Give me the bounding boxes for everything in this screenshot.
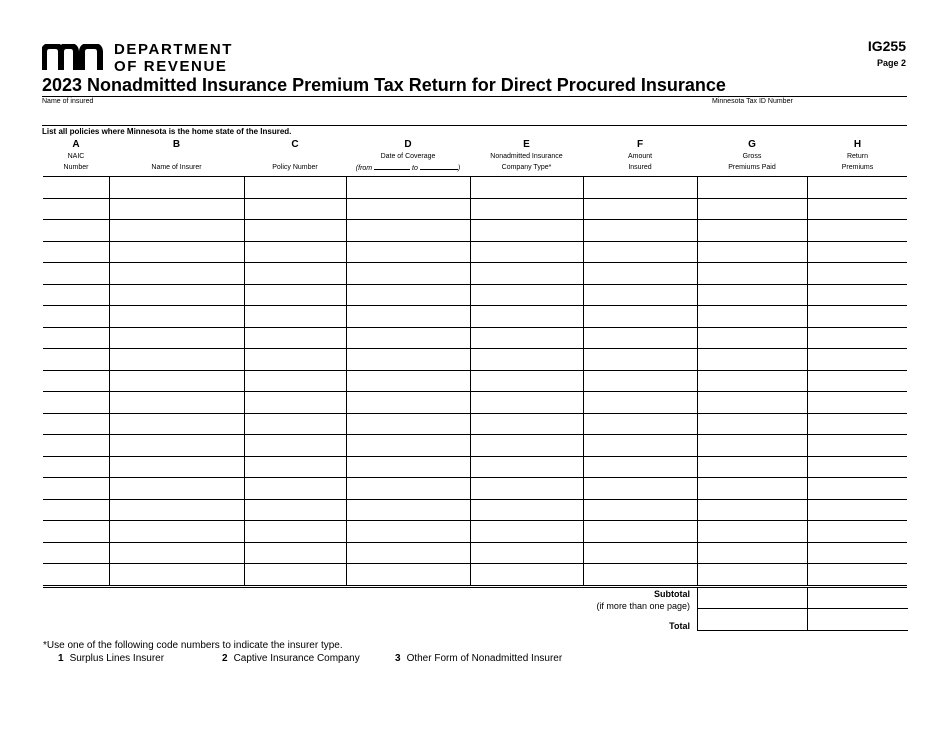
table-cell-c[interactable] [244, 220, 346, 242]
subtotal-g-field[interactable] [697, 587, 808, 609]
table-cell-b[interactable] [109, 392, 244, 414]
table-cell-a[interactable] [43, 263, 109, 285]
table-cell-f[interactable] [583, 370, 697, 392]
table-row [43, 521, 907, 543]
column-header-h: H Return Premiums [841, 139, 874, 171]
table-cell-e[interactable] [470, 478, 583, 500]
table-cell-a[interactable] [43, 392, 109, 414]
table-row [43, 284, 907, 306]
table-cell-d[interactable] [346, 349, 470, 371]
table-cell-c[interactable] [244, 349, 346, 371]
table-cell-g[interactable] [697, 263, 807, 285]
subtotal-label: Subtotal (if more than one page) [596, 589, 690, 611]
table-row [43, 499, 907, 521]
table-cell-a[interactable] [43, 349, 109, 371]
table-cell-a[interactable] [43, 413, 109, 435]
table-cell-d[interactable] [346, 327, 470, 349]
table-cell-c[interactable] [244, 456, 346, 478]
table-cell-g[interactable] [697, 413, 807, 435]
table-cell-g[interactable] [697, 564, 807, 586]
table-cell-e[interactable] [470, 241, 583, 263]
table-cell-h[interactable] [807, 327, 907, 349]
table-cell-d[interactable] [346, 542, 470, 564]
list-instructions: List all policies where Minnesota is the home state of the Insured. [42, 127, 292, 136]
table-cell-c[interactable] [244, 241, 346, 263]
table-row [43, 478, 907, 500]
column-header-b: B Name of Insurer [151, 139, 202, 171]
table-cell-g[interactable] [697, 284, 807, 306]
table-cell-h[interactable] [807, 413, 907, 435]
table-cell-h[interactable] [807, 220, 907, 242]
table-cell-a[interactable] [43, 370, 109, 392]
page-title: 2023 Nonadmitted Insurance Premium Tax Return for Direct Procured Insurance [42, 75, 726, 95]
table-cell-a[interactable] [43, 542, 109, 564]
table-cell-c[interactable] [244, 263, 346, 285]
table-cell-a[interactable] [43, 220, 109, 242]
table-cell-h[interactable] [807, 349, 907, 371]
table-cell-h[interactable] [807, 263, 907, 285]
table-cell-g[interactable] [697, 370, 807, 392]
table-cell-b[interactable] [109, 177, 244, 199]
table-cell-c[interactable] [244, 327, 346, 349]
table-cell-f[interactable] [583, 564, 697, 586]
table-cell-b[interactable] [109, 435, 244, 457]
table-cell-g[interactable] [697, 327, 807, 349]
table-cell-b[interactable] [109, 564, 244, 586]
table-cell-e[interactable] [470, 198, 583, 220]
table-cell-c[interactable] [244, 392, 346, 414]
form-id: IG255 [867, 38, 906, 54]
table-cell-d[interactable] [346, 177, 470, 199]
name-of-insured-label: Name of insured [42, 98, 94, 105]
table-cell-g[interactable] [697, 220, 807, 242]
table-cell-e[interactable] [470, 263, 583, 285]
table-cell-b[interactable] [109, 241, 244, 263]
table-row [43, 435, 907, 457]
department-name: DEPARTMENT OF REVENUE [114, 41, 234, 75]
table-cell-b[interactable] [109, 370, 244, 392]
table-row [43, 306, 907, 328]
table-cell-c[interactable] [244, 435, 346, 457]
table-cell-a[interactable] [43, 521, 109, 543]
table-cell-f[interactable] [583, 241, 697, 263]
table-cell-c[interactable] [244, 542, 346, 564]
table-cell-f[interactable] [583, 349, 697, 371]
column-header-a: A NAIC Number [63, 139, 89, 171]
table-cell-c[interactable] [244, 564, 346, 586]
table-cell-f[interactable] [583, 456, 697, 478]
table-cell-a[interactable] [43, 478, 109, 500]
table-cell-a[interactable] [43, 327, 109, 349]
table-cell-d[interactable] [346, 564, 470, 586]
table-cell-b[interactable] [109, 499, 244, 521]
table-cell-e[interactable] [470, 349, 583, 371]
table-cell-d[interactable] [346, 220, 470, 242]
table-cell-d[interactable] [346, 263, 470, 285]
table-cell-g[interactable] [697, 241, 807, 263]
table-cell-e[interactable] [470, 413, 583, 435]
table-cell-d[interactable] [346, 478, 470, 500]
table-cell-h[interactable] [807, 435, 907, 457]
table-cell-f[interactable] [583, 177, 697, 199]
table-cell-b[interactable] [109, 220, 244, 242]
table-cell-g[interactable] [697, 198, 807, 220]
table-cell-e[interactable] [470, 456, 583, 478]
table-cell-g[interactable] [697, 456, 807, 478]
table-cell-e[interactable] [470, 284, 583, 306]
table-cell-f[interactable] [583, 542, 697, 564]
table-cell-g[interactable] [697, 306, 807, 328]
table-cell-d[interactable] [346, 306, 470, 328]
table-row [43, 241, 907, 263]
table-cell-g[interactable] [697, 435, 807, 457]
table-cell-a[interactable] [43, 564, 109, 586]
tax-id-label: Minnesota Tax ID Number [712, 98, 793, 105]
table-cell-d[interactable] [346, 435, 470, 457]
page-number: Page 2 [876, 58, 906, 68]
table-cell-h[interactable] [807, 241, 907, 263]
table-cell-f[interactable] [583, 263, 697, 285]
table-cell-f[interactable] [583, 306, 697, 328]
table-cell-c[interactable] [244, 198, 346, 220]
column-header-e: E Nonadmitted Insurance Company Type* [490, 139, 563, 171]
table-cell-h[interactable] [807, 370, 907, 392]
table-cell-f[interactable] [583, 220, 697, 242]
table-cell-b[interactable] [109, 306, 244, 328]
table-cell-g[interactable] [697, 542, 807, 564]
table-cell-e[interactable] [470, 435, 583, 457]
table-cell-a[interactable] [43, 456, 109, 478]
total-g-field[interactable] [697, 609, 808, 631]
table-cell-d[interactable] [346, 413, 470, 435]
table-cell-e[interactable] [470, 564, 583, 586]
table-cell-a[interactable] [43, 284, 109, 306]
column-header-f: F Amount Insured [627, 139, 653, 171]
table-cell-h[interactable] [807, 542, 907, 564]
table-cell-b[interactable] [109, 542, 244, 564]
table-cell-h[interactable] [807, 564, 907, 586]
table-row [43, 456, 907, 478]
table-cell-b[interactable] [109, 413, 244, 435]
table-cell-f[interactable] [583, 327, 697, 349]
mn-logo-icon [42, 44, 106, 70]
table-cell-h[interactable] [807, 478, 907, 500]
divider [42, 96, 907, 97]
table-cell-d[interactable] [346, 370, 470, 392]
table-cell-c[interactable] [244, 413, 346, 435]
table-cell-e[interactable] [470, 220, 583, 242]
table-cell-e[interactable] [470, 306, 583, 328]
table-cell-h[interactable] [807, 499, 907, 521]
table-cell-h[interactable] [807, 456, 907, 478]
table-cell-a[interactable] [43, 499, 109, 521]
total-h-field[interactable] [807, 609, 908, 631]
table-cell-h[interactable] [807, 284, 907, 306]
table-cell-e[interactable] [470, 499, 583, 521]
subtotal-h-field[interactable] [807, 587, 908, 609]
column-header-c: C Policy Number [272, 139, 318, 171]
table-cell-c[interactable] [244, 284, 346, 306]
table-cell-b[interactable] [109, 456, 244, 478]
table-cell-h[interactable] [807, 521, 907, 543]
table-cell-c[interactable] [244, 521, 346, 543]
table-cell-a[interactable] [43, 177, 109, 199]
table-cell-a[interactable] [43, 198, 109, 220]
table-cell-e[interactable] [470, 370, 583, 392]
table-cell-g[interactable] [697, 499, 807, 521]
table-cell-d[interactable] [346, 521, 470, 543]
table-row [43, 542, 907, 564]
code-item-1: 1 Surplus Lines Insurer [58, 653, 165, 664]
table-row [43, 177, 907, 199]
table-cell-e[interactable] [470, 327, 583, 349]
table-cell-c[interactable] [244, 478, 346, 500]
code-item-3: 3 Other Form of Nonadmitted Insurer [395, 653, 563, 664]
table-cell-f[interactable] [583, 435, 697, 457]
table-cell-f[interactable] [583, 478, 697, 500]
table-cell-b[interactable] [109, 349, 244, 371]
table-cell-e[interactable] [470, 392, 583, 414]
table-cell-e[interactable] [470, 542, 583, 564]
table-row [43, 392, 907, 414]
name-of-insured-field[interactable] [42, 125, 907, 126]
table-cell-d[interactable] [346, 241, 470, 263]
table-cell-f[interactable] [583, 521, 697, 543]
table-cell-e[interactable] [470, 177, 583, 199]
policy-table [43, 176, 907, 586]
table-row [43, 349, 907, 371]
table-cell-g[interactable] [697, 177, 807, 199]
table-row [43, 220, 907, 242]
table-cell-h[interactable] [807, 177, 907, 199]
table-cell-c[interactable] [244, 370, 346, 392]
table-row [43, 263, 907, 285]
table-cell-f[interactable] [583, 413, 697, 435]
table-cell-h[interactable] [807, 306, 907, 328]
table-cell-b[interactable] [109, 263, 244, 285]
table-cell-g[interactable] [697, 521, 807, 543]
table-cell-b[interactable] [109, 284, 244, 306]
table-cell-a[interactable] [43, 306, 109, 328]
table-cell-h[interactable] [807, 198, 907, 220]
column-header-g: G Gross Premiums Paid [728, 139, 776, 171]
table-cell-d[interactable] [346, 392, 470, 414]
table-row [43, 198, 907, 220]
table-cell-b[interactable] [109, 521, 244, 543]
table-row [43, 413, 907, 435]
table-row [43, 327, 907, 349]
table-cell-c[interactable] [244, 499, 346, 521]
table-cell-b[interactable] [109, 327, 244, 349]
table-row [43, 564, 907, 586]
table-cell-g[interactable] [697, 392, 807, 414]
total-label: Total [669, 621, 690, 631]
table-cell-d[interactable] [346, 198, 470, 220]
table-cell-f[interactable] [583, 499, 697, 521]
table-cell-f[interactable] [583, 284, 697, 306]
footnote: *Use one of the following code numbers to indicate the insurer type. [43, 640, 343, 651]
column-header-d: D Date of Coverage (from to ) [355, 139, 461, 172]
table-row [43, 370, 907, 392]
table-cell-b[interactable] [109, 198, 244, 220]
table-cell-a[interactable] [43, 435, 109, 457]
table-cell-b[interactable] [109, 478, 244, 500]
table-cell-e[interactable] [470, 521, 583, 543]
table-cell-c[interactable] [244, 177, 346, 199]
table-cell-d[interactable] [346, 499, 470, 521]
table-cell-h[interactable] [807, 392, 907, 414]
table-cell-d[interactable] [346, 284, 470, 306]
table-cell-c[interactable] [244, 306, 346, 328]
table-cell-g[interactable] [697, 478, 807, 500]
table-cell-g[interactable] [697, 349, 807, 371]
table-cell-d[interactable] [346, 456, 470, 478]
code-item-2: 2 Captive Insurance Company [222, 653, 360, 664]
table-cell-a[interactable] [43, 241, 109, 263]
table-cell-f[interactable] [583, 198, 697, 220]
table-cell-f[interactable] [583, 392, 697, 414]
